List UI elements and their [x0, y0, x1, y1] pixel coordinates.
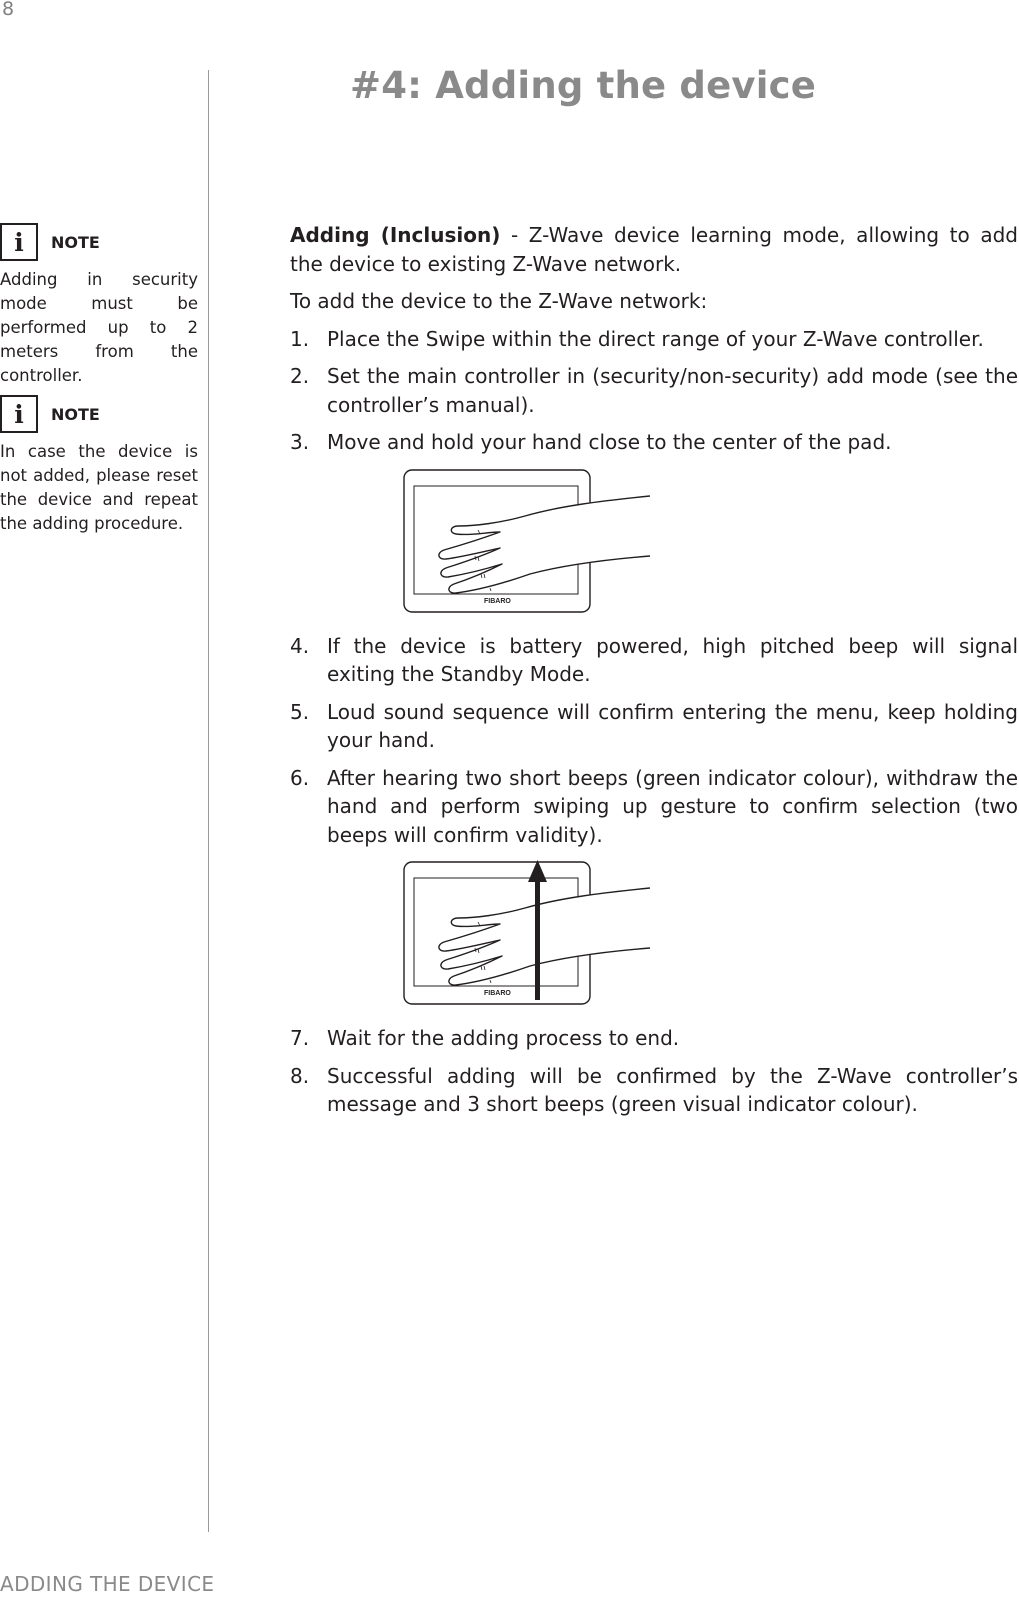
brand-label: FIBARO [484, 990, 511, 997]
step-text: Successful adding will be confirmed by the Z-Wave controller’s message and 3 short beeps (green visual indicator colour). [327, 1063, 1018, 1116]
note-reset [0, 394, 198, 536]
note-label: NOTE [51, 404, 100, 424]
inclusion-term: Adding (Inclusion) [290, 223, 501, 247]
step-item [290, 764, 1018, 850]
step-item [290, 362, 1018, 419]
step-text: Move and hold your hand close to the center of the pad. [327, 430, 892, 454]
step-item [290, 698, 1018, 755]
inclusion-text: - Z-Wave device learning mode, allowing to add the device to existing Z-Wave network. [290, 223, 1018, 276]
info-icon: i [0, 223, 38, 261]
step-text: If the device is battery powered, high pitched beep will signal exiting the Standby Mode. [327, 633, 1018, 686]
step-item [290, 325, 1018, 354]
hand-over-pad-icon [350, 466, 650, 616]
step-number: 7. [290, 1026, 310, 1050]
page-title: #4: Adding the device [350, 64, 817, 107]
step-number: 6. [290, 765, 310, 790]
note-text: In case the device is not added, please reset the device and repeat the adding procedure. [0, 442, 198, 533]
step-text: After hearing two short beeps (green indicator colour), withdraw the hand and perform swiping up gesture to confirm selection (two beeps will confirm validity). [327, 765, 1018, 847]
page-number: 8 [2, 0, 15, 20]
step-item [290, 1024, 1018, 1053]
step-text: Loud sound sequence will confirm entering the menu, keep holding your hand. [327, 699, 1018, 752]
step-number: 3. [290, 430, 310, 454]
procedure-lead: To add the device to the Z-Wave network: [290, 289, 708, 313]
info-icon: i [0, 395, 38, 433]
step-number: 4. [290, 633, 310, 658]
step-text: Place the Swipe within the direct range of your Z-Wave controller. [327, 326, 984, 351]
main-content [290, 221, 1018, 1128]
note-text: Adding in security mode must be performed up to 2 meters from the controller. [0, 270, 198, 385]
step-number: 2. [290, 364, 310, 388]
step-item [290, 1062, 1018, 1119]
note-security [0, 222, 198, 388]
step-text: Wait for the adding process to end. [327, 1026, 680, 1050]
step-number: 1. [290, 326, 310, 351]
hand-swipe-up-icon [350, 858, 650, 1008]
section-footer: ADDING THE DEVICE [0, 1572, 215, 1596]
brand-label: FIBARO [484, 597, 511, 605]
note-label: NOTE [51, 232, 100, 252]
hand-over-pad-figure [350, 466, 650, 616]
step-item [290, 428, 1018, 457]
swipe-up-arrow-shaft [535, 880, 540, 1000]
step-text: Set the main controller in (security/non-security) add mode (see the controller’s manual). [327, 364, 1018, 417]
column-divider [208, 70, 209, 1532]
step-number: 8. [290, 1063, 310, 1088]
hand-swipe-up-figure [350, 858, 650, 1008]
step-item [290, 632, 1018, 689]
step-number: 5. [290, 699, 310, 724]
inclusion-definition [290, 221, 1018, 278]
